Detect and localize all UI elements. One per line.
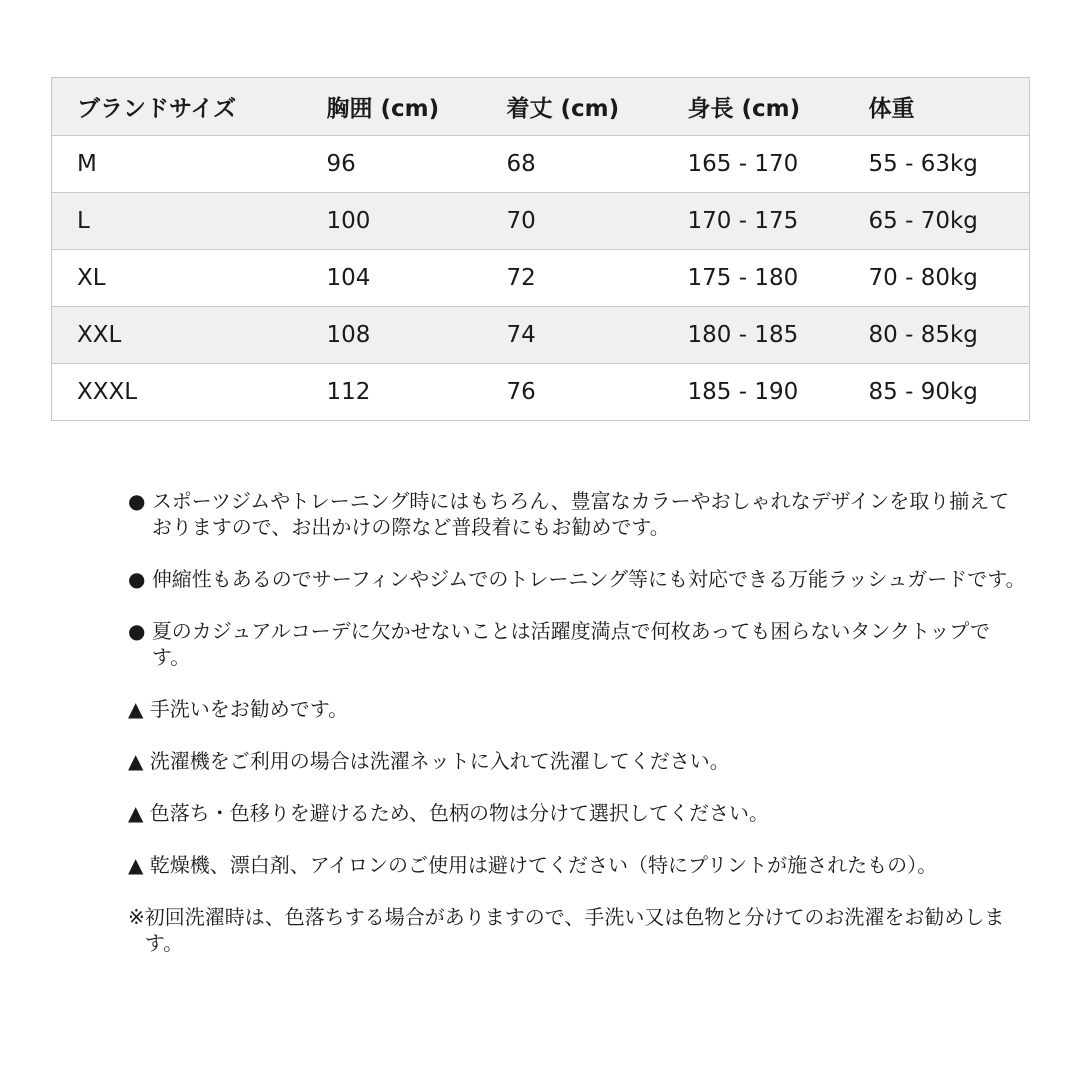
cell-length: 74 (482, 307, 663, 364)
product-notes (128, 488, 1028, 982)
feature-note (128, 618, 1028, 670)
feature-note (128, 566, 1028, 592)
cell-height: 175 - 180 (663, 250, 844, 307)
cell-length: 70 (482, 193, 663, 250)
cell-chest: 96 (302, 136, 482, 193)
cell-weight: 65 - 70kg (844, 193, 1030, 250)
cell-height: 170 - 175 (663, 193, 844, 250)
cell-height: 165 - 170 (663, 136, 844, 193)
cell-size: XXL (52, 307, 302, 364)
bullet-mark: ● (128, 567, 152, 591)
cell-chest: 112 (302, 364, 482, 421)
cell-height: 185 - 190 (663, 364, 844, 421)
note-text: 初回洗濯時は、色落ちする場合がありますので、手洗い又は色物と分けてのお洗濯をお勧めします。 (144, 905, 1005, 955)
cell-weight: 80 - 85kg (844, 307, 1030, 364)
size-chart-table (51, 77, 1030, 421)
reference-mark: ※ (128, 905, 145, 929)
care-note (128, 696, 1028, 722)
cell-weight: 70 - 80kg (844, 250, 1030, 307)
care-note (128, 748, 1028, 774)
header-height: 身長 (cm) (663, 78, 844, 136)
cell-size: M (52, 136, 302, 193)
header-chest: 胸囲 (cm) (302, 78, 482, 136)
cell-length: 72 (482, 250, 663, 307)
cell-size: XL (52, 250, 302, 307)
washing-caution-note (128, 904, 1028, 956)
note-text: 夏のカジュアルコーデに欠かせないことは活躍度満点で何枚あっても困らないタンクトップです。 (151, 619, 991, 669)
care-note (128, 800, 1028, 826)
cell-length: 76 (482, 364, 663, 421)
cell-chest: 100 (302, 193, 482, 250)
cell-size: L (52, 193, 302, 250)
note-text: スポーツジムやトレーニング時にはもちろん、豊富なカラーやおしゃれなデザインを取り揃えておりますので、お出かけの際など普段着にもお勧めです。 (151, 489, 1010, 539)
triangle-mark: ▲ (128, 801, 150, 825)
table-row (52, 193, 1030, 250)
header-brand-size: ブランドサイズ (52, 78, 302, 136)
triangle-mark: ▲ (128, 697, 150, 721)
header-length: 着丈 (cm) (482, 78, 663, 136)
header-weight: 体重 (844, 78, 1030, 136)
cell-height: 180 - 185 (663, 307, 844, 364)
triangle-mark: ▲ (128, 853, 150, 877)
note-text: 洗濯機をご利用の場合は洗濯ネットに入れて洗濯してください。 (149, 749, 730, 773)
table-row (52, 364, 1030, 421)
care-note (128, 852, 1028, 878)
cell-chest: 108 (302, 307, 482, 364)
cell-weight: 55 - 63kg (844, 136, 1030, 193)
cell-chest: 104 (302, 250, 482, 307)
note-text: 伸縮性もあるのでサーフィンやジムでのトレーニング等にも対応できる万能ラッシュガードです。 (151, 567, 1026, 591)
triangle-mark: ▲ (128, 749, 150, 773)
note-text: 色落ち・色移りを避けるため、色柄の物は分けて選択してください。 (149, 801, 769, 825)
bullet-mark: ● (128, 489, 152, 513)
feature-note (128, 488, 1028, 540)
table-row (52, 307, 1030, 364)
table-header-row (52, 78, 1030, 136)
cell-length: 68 (482, 136, 663, 193)
table-row (52, 250, 1030, 307)
cell-weight: 85 - 90kg (844, 364, 1030, 421)
bullet-mark: ● (128, 619, 152, 643)
note-text: 乾燥機、漂白剤、アイロンのご使用は避けてください（特にプリントが施されたもの）。 (149, 853, 938, 877)
note-text: 手洗いをお勧めです。 (149, 697, 349, 721)
cell-size: XXXL (52, 364, 302, 421)
table-row (52, 136, 1030, 193)
